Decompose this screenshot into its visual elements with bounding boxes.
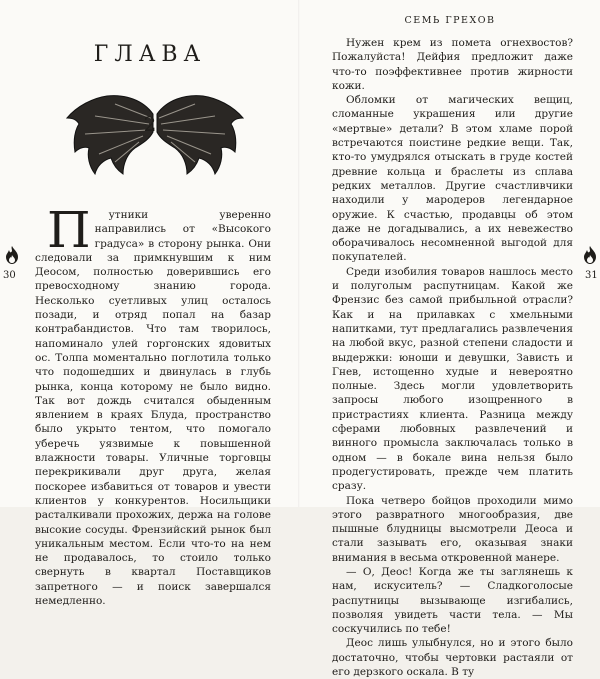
paragraph: Обломки от магических вещиц, сломанные украшения или другие «мертвые» детали? В этом хламе порой встречаются поистине редкие вещи. Так, кто-то умудрялся отыскать в груде костей древние кольца и браслеты из сплава редких металлов. Другие счастливчики находили у мародеров легендарное оружие. К счастью, продавцы об этом даже не догадывались, а их невежество оборачивалось несомненной выгодой для покупателей. (332, 94, 573, 264)
dialogue-paragraph: — О, Деос! Когда же ты заглянешь к нам, искуситель? — Сладкоголосые распутницы вызывающе изгибались, позволяя увидеть части тела. — Мы соскучились по тебе! (332, 565, 573, 636)
opening-paragraph (35, 201, 271, 608)
left-page (0, 0, 301, 608)
drop-cap: П (47, 201, 91, 259)
flame-icon (4, 245, 20, 265)
page-number-left: 30 (3, 270, 16, 281)
paragraph: Нужен крем из помета огнехвостов? Пожалуйста! Дейфия предложит даже что-то поэффективнее против жирности кожи. (332, 37, 573, 92)
right-page-text (332, 36, 573, 679)
chapter-label: ГЛАВА (93, 42, 207, 67)
opening-paragraph-text: утники уверенно направились от «Высокого градуса» в сторону рынка. Они следовали за примкнувшим к ним Деосом, полностью доверившись его превосходному знанию города. Несколько суетливых улиц осталось позади, и отряд попал на базар контрабандистов. Что там творилось, напоминало улей горгонских ядовитых ос. Толпа моментально поглотила только что подошедших и двинулась в глубь рынка, конца которому не было видно. Так вот дождь считался обыденным явлением в краях Блуда, пространство было укрыто тентом, что помогало уберечь уязвимые к повышенной влажности товары. Уличные торговцы перекрикивали друг друга, желая поскорее избавиться от товаров и увести клиентов у конкурентов. Носильщики расталкивали прохожих, держа на голове высокие сосуды. Френзийский рынок был уникальным местом. Если что-то на нем не продавалось, то стоило только свернуть в квартал Поставщиков запретного — и поиск завершался немедленно. (35, 209, 271, 608)
paragraph: Среди изобилия товаров нашлось место и полуголым распутницам. Какой же Френзис без самой прибыльной отрасли? Как и на прилавках с хмельными напитками, тут предлагались развлечения на любой вкус, разной степени сладости и выдержки: юноши и девушки, Зависть и Гнев, истощенно худые и невероятно полные. Здесь могли удовлетворить запросы любого изощренного в пристрастиях клиента. Разница между сферами любовных развлечений и винного промысла заключалась только в одном — в бокале вина нельзя было продегустировать, прежде чем платить сразу. (332, 265, 573, 493)
left-page-text (35, 201, 271, 608)
right-page (300, 0, 600, 679)
page-number-right: 31 (585, 270, 598, 281)
paragraph: Пока четверо бойцов проходили мимо этого развратного многообразия, две пышные блудницы высмотрели Деоса и стали зазывать его, оказывая знаки внимания в весьма откровенной манере. (332, 494, 573, 564)
paragraph: Деос лишь улыбнулся, но и этого было достаточно, чтобы чертовки растаяли от его дерзкого оскала. В ту (332, 637, 573, 679)
chapter-number: 2 (143, 112, 157, 136)
flame-icon (582, 245, 598, 265)
running-head: СЕМЬ ГРЕХОВ (404, 15, 496, 26)
